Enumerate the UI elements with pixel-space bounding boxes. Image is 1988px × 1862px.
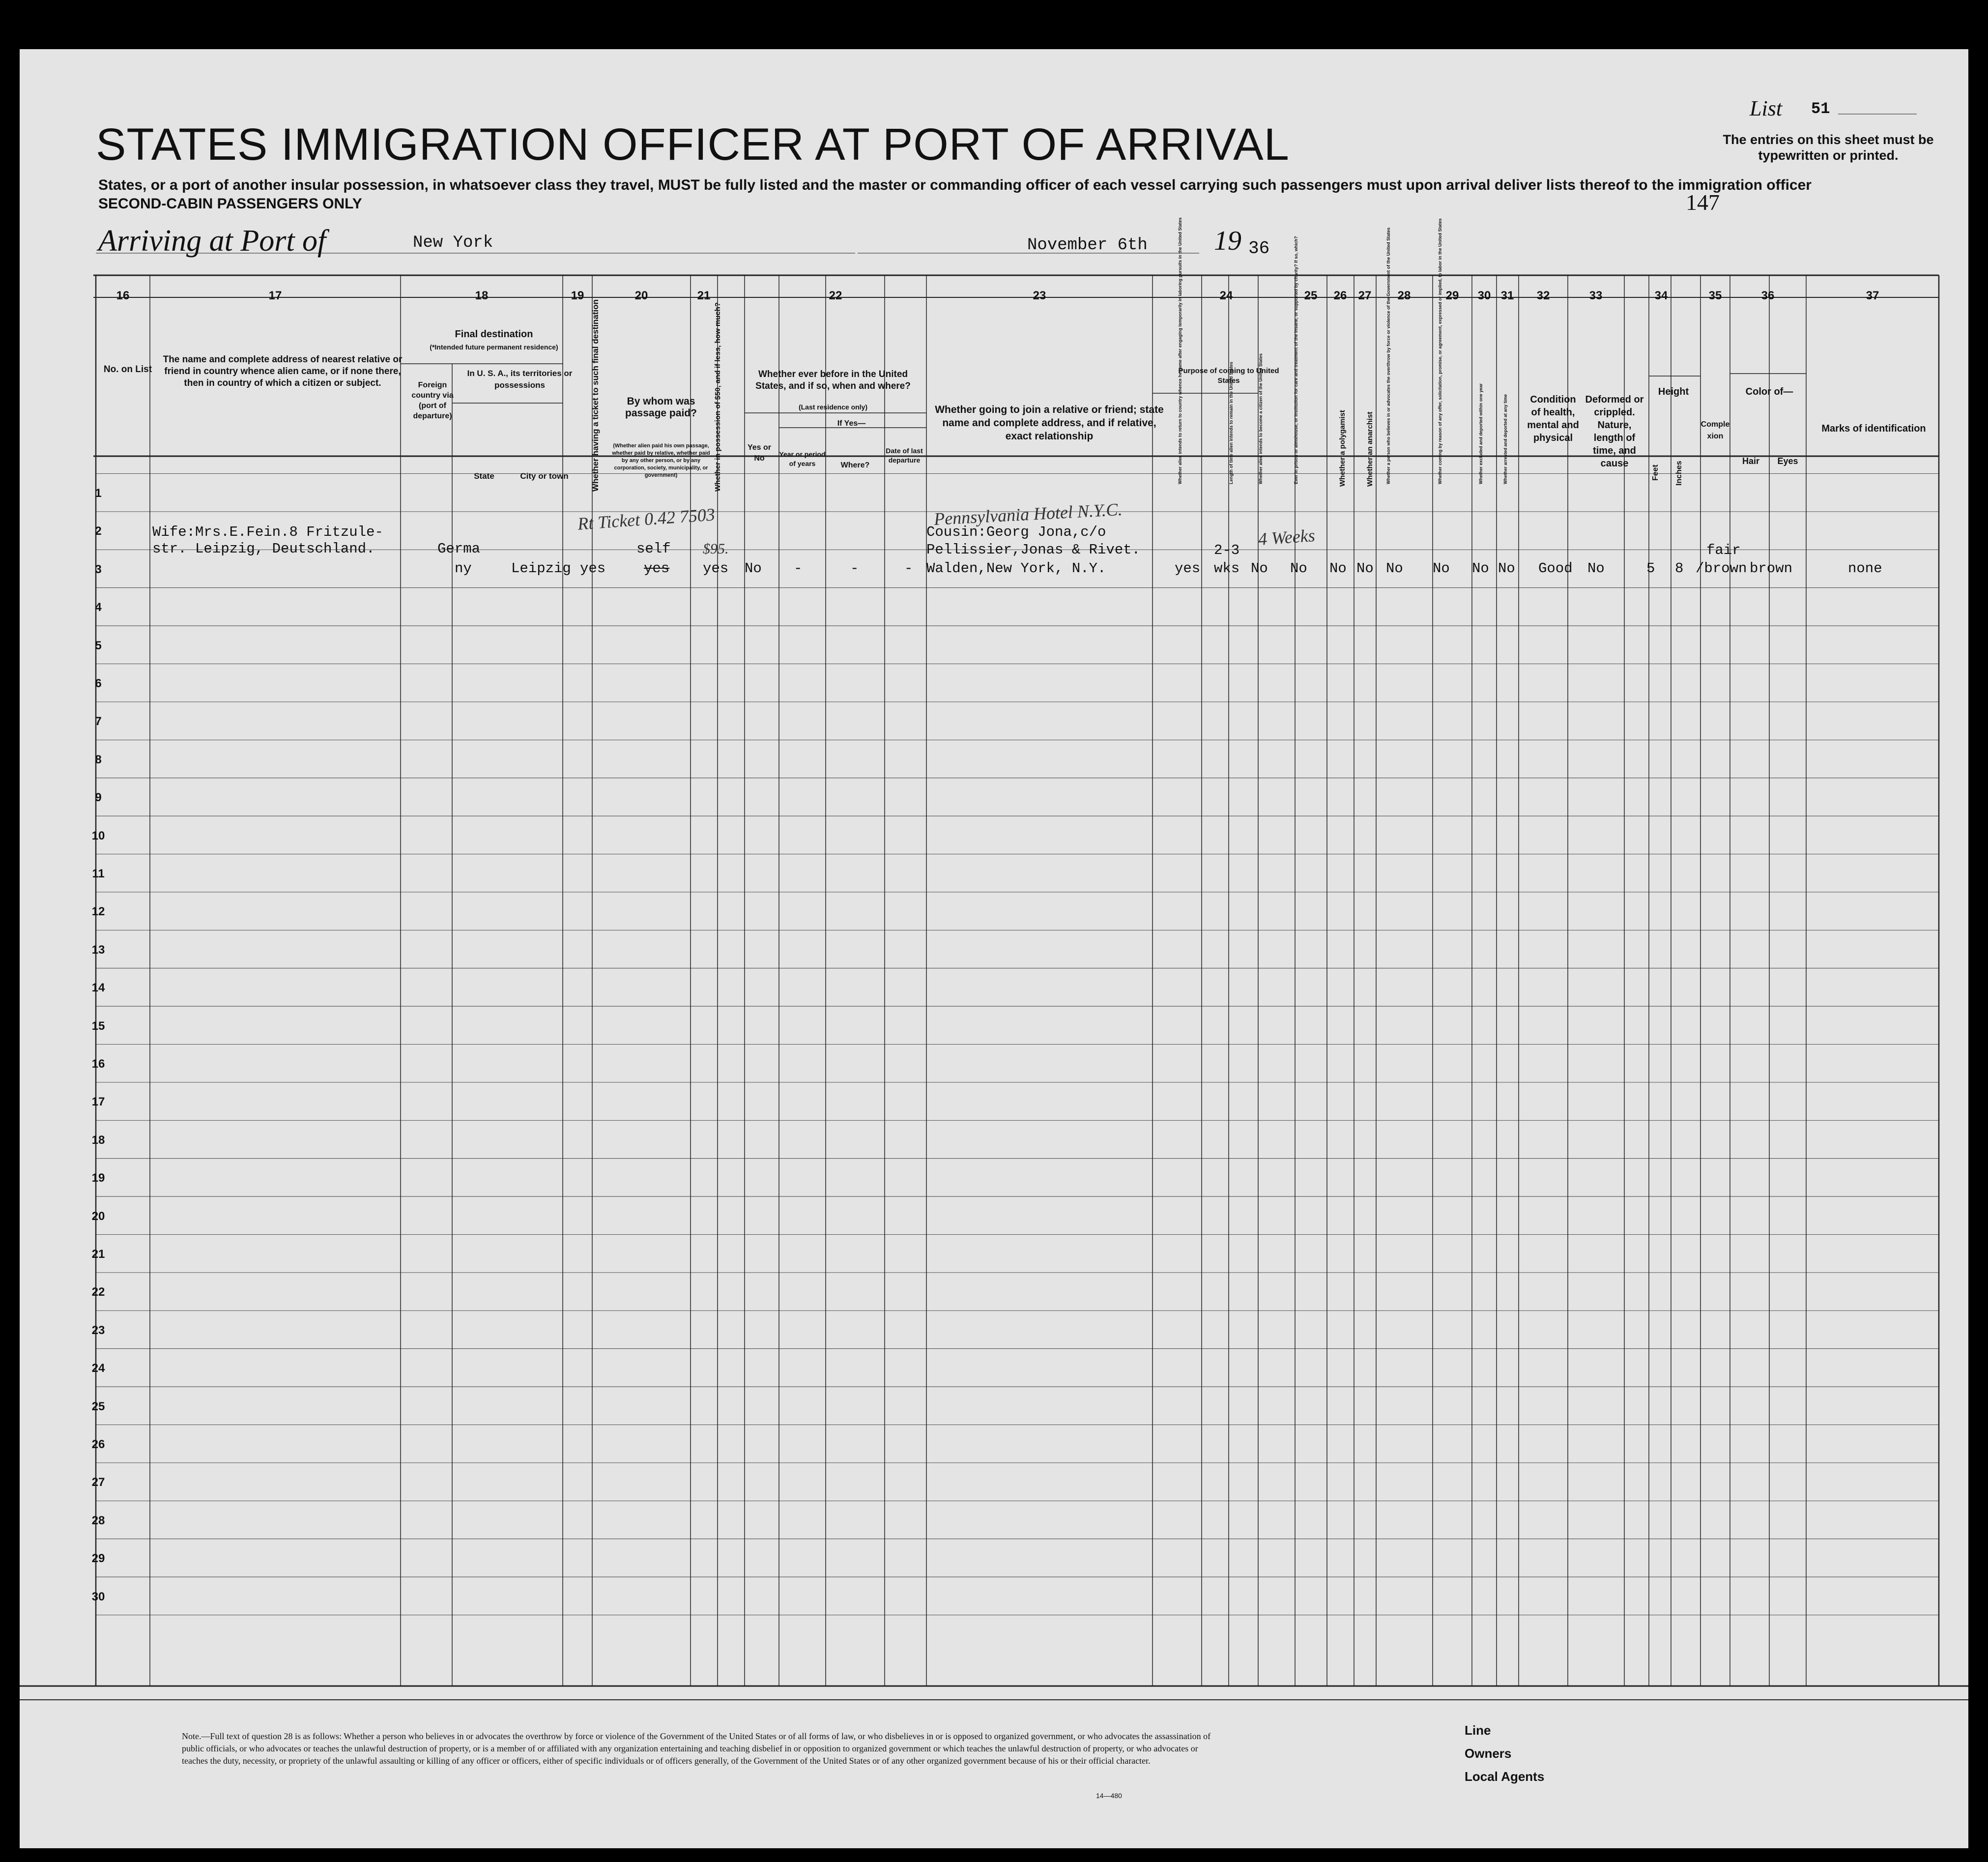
heading-if-yes: If Yes— bbox=[837, 419, 866, 428]
heading-state: State bbox=[474, 471, 494, 481]
row-number: 16 bbox=[91, 1057, 105, 1071]
handwritten-ticket-note: Rt Ticket 0.42 7503 bbox=[576, 504, 716, 534]
column-number: 20 bbox=[634, 289, 648, 302]
heading-where: Where? bbox=[840, 461, 870, 469]
heading-complexion: Complexion bbox=[1700, 420, 1730, 440]
row-number: 3 bbox=[95, 562, 102, 576]
entry-condition: Good bbox=[1538, 560, 1573, 577]
heading-condition: Condition of health, mental and physical bbox=[1527, 394, 1579, 443]
row-number: 9 bbox=[95, 791, 102, 805]
heading-yes-or-no: Yes or No bbox=[747, 443, 772, 463]
entry-relative-line2: str. Leipzig, Deutschland. bbox=[152, 541, 375, 557]
heading-before-us: Whether ever before in the United States, and if so, when and where? bbox=[755, 369, 911, 391]
heading-relative-abroad: The name and complete address of nearest relative or friend in country whence alien came, or if none there, then in country of which a citizen or subject. bbox=[163, 354, 403, 388]
row-number: 29 bbox=[91, 1552, 105, 1566]
heading-passage-note: (Whether alien paid his own passage, whether paid by relative, whether paid by any other person, or by any corporation, society, municipality, or government) bbox=[612, 443, 710, 478]
row-number: 30 bbox=[91, 1590, 105, 1603]
entry-ticket: yes bbox=[580, 560, 606, 577]
heading-inches: Inches bbox=[1675, 461, 1683, 486]
heading-anarchist: Whether an anarchist bbox=[1366, 411, 1374, 487]
column-number: 26 bbox=[1333, 289, 1347, 302]
entry-passage-line2: yes bbox=[644, 560, 670, 577]
heading-marks: Marks of identification bbox=[1821, 423, 1926, 434]
entry-money: yes bbox=[703, 560, 729, 577]
row-number: 12 bbox=[91, 905, 105, 919]
row-number: 24 bbox=[91, 1362, 105, 1375]
row-number: 17 bbox=[91, 1095, 105, 1109]
heading-deformed: Deformed or crippled. Nature, length of time, and cause bbox=[1585, 394, 1644, 469]
entry-passage-line1: self bbox=[636, 541, 671, 557]
column-number: 22 bbox=[829, 289, 842, 302]
row-number: 4 bbox=[95, 601, 102, 614]
entry-arrested: No bbox=[1498, 560, 1515, 577]
heading-foreign-country: Foreign country via (port of departure) bbox=[411, 381, 454, 420]
entry-prison: No bbox=[1290, 560, 1307, 577]
entry-city: Leipzig bbox=[511, 560, 571, 577]
heading-purpose-c: Whether alien intends to become a citizen of the United States bbox=[1258, 353, 1263, 484]
heading-labor: Whether coming by reason of any offer, solicitation, promise, or agreement, expressed or implied, to labor in the United States bbox=[1438, 218, 1442, 484]
year-prefix: 19 bbox=[1214, 226, 1241, 256]
date-value: November 6th bbox=[1027, 236, 1148, 255]
column-number: 16 bbox=[116, 289, 130, 302]
row-number: 26 bbox=[91, 1438, 105, 1451]
row-number: 20 bbox=[91, 1209, 105, 1223]
column-number: 30 bbox=[1477, 289, 1491, 302]
entry-marks: none bbox=[1848, 560, 1882, 577]
row-number: 11 bbox=[92, 867, 105, 880]
entry-before-us: No bbox=[745, 560, 762, 577]
handwritten-money-note: $95. bbox=[703, 541, 729, 557]
row-number: 15 bbox=[91, 1019, 105, 1033]
column-number: 19 bbox=[571, 289, 584, 302]
entry-country-b: ny bbox=[455, 560, 472, 577]
entry-join-line3: Walden,New York, N.Y. bbox=[926, 560, 1106, 577]
row-number: 13 bbox=[91, 943, 105, 957]
heading-feet: Feet bbox=[1651, 465, 1660, 481]
year-suffix: 36 bbox=[1248, 238, 1270, 259]
heading-purpose-b: Length of time alien intends to remain in the United States bbox=[1229, 361, 1234, 484]
port-value: New York bbox=[413, 233, 493, 252]
heading-final-destination: Final destination bbox=[455, 329, 533, 340]
list-label: List bbox=[1750, 96, 1783, 120]
entry-deformed: No bbox=[1587, 560, 1605, 577]
heading-height: Height bbox=[1658, 386, 1689, 397]
heading-in-usa: In U. S. A., its territories or possessions bbox=[467, 369, 573, 390]
sheet-number: 147 bbox=[1686, 190, 1720, 215]
row-number: 22 bbox=[91, 1285, 105, 1299]
heading-city: City or town bbox=[520, 471, 569, 481]
heading-date-departure: Date of last departure bbox=[886, 447, 923, 464]
entry-purpose-c: No bbox=[1251, 560, 1268, 577]
heading-purpose-a: Whether alien intends to return to country whence he came after engaging temporarily in laboring pursuits in the United States bbox=[1178, 217, 1182, 484]
entry-purpose-b-top: 2-3 bbox=[1214, 542, 1240, 558]
row-number: 7 bbox=[95, 715, 102, 728]
entry-date-departure: - bbox=[904, 560, 913, 577]
row-number: 2 bbox=[95, 524, 102, 538]
heading-hair: Hair bbox=[1742, 456, 1759, 466]
row-number: 18 bbox=[91, 1133, 105, 1147]
heading-before-us-note: (Last residence only) bbox=[798, 403, 868, 411]
page-title: STATES IMMIGRATION OFFICER AT PORT OF ARRIVAL bbox=[96, 119, 1290, 170]
heading-arrested: Whether arrested and deported at any time bbox=[1503, 394, 1508, 484]
row-number: 6 bbox=[95, 677, 102, 690]
column-number: 21 bbox=[697, 289, 711, 302]
heading-final-destination-note: (*Intended future permanent residence) bbox=[430, 343, 558, 351]
row-number: 28 bbox=[91, 1513, 105, 1527]
heading-year-period: Year or period of years bbox=[779, 450, 826, 467]
entry-relative-line1: Wife:Mrs.E.Fein.8 Fritzule- bbox=[152, 524, 383, 540]
column-number: 29 bbox=[1445, 289, 1459, 302]
column-number: 18 bbox=[475, 289, 489, 302]
entry-year-period: - bbox=[794, 560, 803, 577]
heading-overthrow: Whether a person who believes in or advocates the overthrow by force or violence of the Government of the United States bbox=[1386, 227, 1391, 484]
row-number: 8 bbox=[95, 753, 102, 766]
row-number: 21 bbox=[91, 1248, 105, 1261]
column-number: 24 bbox=[1219, 289, 1233, 302]
entry-join-line2: Pellissier,Jonas & Rivet. bbox=[926, 542, 1141, 558]
column-number: 33 bbox=[1589, 289, 1603, 302]
list-number: 51 bbox=[1811, 100, 1830, 118]
column-number: 31 bbox=[1500, 289, 1514, 302]
row-number: 23 bbox=[91, 1323, 105, 1337]
footer-note: Note.—Full text of question 28 is as follows: Whether a person who believes in or advocates the overthrow by force or violence of the Government of the United States or of all forms of law, or who disbelieves in or is opposed to organized government, or who advocates the assassination of public officials, or who advocates or teaches the unlawful destruction of property, or is a member of or affiliated with any organization entertaining and teaching disbelief in or opposition to organized government or which teaches the unlawful destruction of property, or who advocates or teaches the duty, necessity, or propriety of the unlawful assaulting or killing of any officer or officers, either of specific individuals or of officers generally, of the Government of the United States or of any other organized government because of his or their official character. bbox=[182, 1731, 1211, 1766]
entry-purpose-a: yes bbox=[1175, 560, 1201, 577]
entry-inches: 8 bbox=[1675, 560, 1684, 577]
column-number: 17 bbox=[268, 289, 282, 302]
column-number: 28 bbox=[1397, 289, 1411, 302]
entry-feet: 5 bbox=[1646, 560, 1655, 577]
entry-hair-eyes: brown bbox=[1750, 560, 1793, 577]
column-number: 23 bbox=[1033, 289, 1046, 302]
entry-complexion-top: fair bbox=[1706, 542, 1741, 558]
arriving-label: Arriving at Port of bbox=[98, 224, 326, 258]
manifest-sheet bbox=[20, 49, 1968, 1848]
heading-no-on-list: No. on List bbox=[103, 364, 152, 375]
heading-eyes: Eyes bbox=[1777, 456, 1798, 466]
heading-money: Whether in possession of $50, and if less, how much? bbox=[714, 302, 722, 492]
heading-excluded: Whether excluded and deported within one year bbox=[1478, 383, 1483, 484]
handwritten-stay-note: 4 Weeks bbox=[1257, 525, 1316, 549]
heading-purpose: Purpose of coming to United States bbox=[1178, 367, 1279, 385]
intro-line: States, or a port of another insular possession, in whatsoever class they travel, MUST be fully listed and the master or commanding officer of each vessel carrying such passengers must upon arrival deliver lists thereof to the immigration officer bbox=[98, 177, 1812, 193]
entry-purpose-b: wks bbox=[1214, 560, 1240, 577]
owners-label: Owners bbox=[1465, 1746, 1512, 1761]
table-grid bbox=[20, 49, 1968, 1848]
typed-note: The entries on this sheet must be typewritten or printed. bbox=[1723, 132, 1934, 163]
column-number: 34 bbox=[1654, 289, 1668, 302]
heading-color-of: Color of— bbox=[1745, 386, 1793, 397]
row-number: 10 bbox=[91, 829, 105, 843]
handwritten-hotel-note: Pennsylvania Hotel N.Y.C. bbox=[933, 499, 1123, 529]
column-number: 27 bbox=[1358, 289, 1372, 302]
heading-join-relative: Whether going to join a relative or friend; state name and complete address, and if relative, exact relationship bbox=[935, 404, 1164, 442]
heading-ticket: Whether having a ticket to such final destination bbox=[591, 299, 600, 492]
column-number: 32 bbox=[1536, 289, 1550, 302]
cabin-class: SECOND-CABIN PASSENGERS ONLY bbox=[98, 196, 362, 212]
column-number: 25 bbox=[1304, 289, 1318, 302]
heading-prison: Ever in prison or almshouse, or institution for care and treatment of the insane, or supported by charity? If so, which? bbox=[1294, 236, 1298, 484]
row-number: 19 bbox=[91, 1171, 105, 1185]
heading-polygamist: Whether a polygamist bbox=[1338, 410, 1347, 487]
column-number: 37 bbox=[1866, 289, 1879, 302]
row-number: 1 bbox=[95, 487, 102, 500]
entry-country-a: Germa bbox=[437, 541, 481, 557]
entry-excluded: No bbox=[1472, 560, 1489, 577]
column-number: 36 bbox=[1761, 289, 1775, 302]
entry-where: - bbox=[850, 560, 859, 577]
entry-polygamist: No bbox=[1329, 560, 1347, 577]
column-number: 35 bbox=[1708, 289, 1722, 302]
entry-overthrow: No bbox=[1386, 560, 1403, 577]
row-number: 5 bbox=[95, 639, 102, 652]
local-agents-label: Local Agents bbox=[1465, 1769, 1545, 1784]
entry-join-line1: Cousin:Georg Jona,c/o bbox=[926, 524, 1106, 540]
heading-passage: By whom was passage paid? bbox=[625, 396, 697, 419]
row-number: 27 bbox=[91, 1476, 105, 1489]
row-number: 25 bbox=[91, 1399, 105, 1413]
entry-anarchist: No bbox=[1356, 560, 1374, 577]
row-number: 14 bbox=[91, 981, 105, 995]
line-label: Line bbox=[1465, 1723, 1491, 1738]
entry-labor: No bbox=[1433, 560, 1450, 577]
entry-complexion: /brown bbox=[1696, 560, 1747, 577]
form-number: 14—480 bbox=[1096, 1792, 1122, 1800]
